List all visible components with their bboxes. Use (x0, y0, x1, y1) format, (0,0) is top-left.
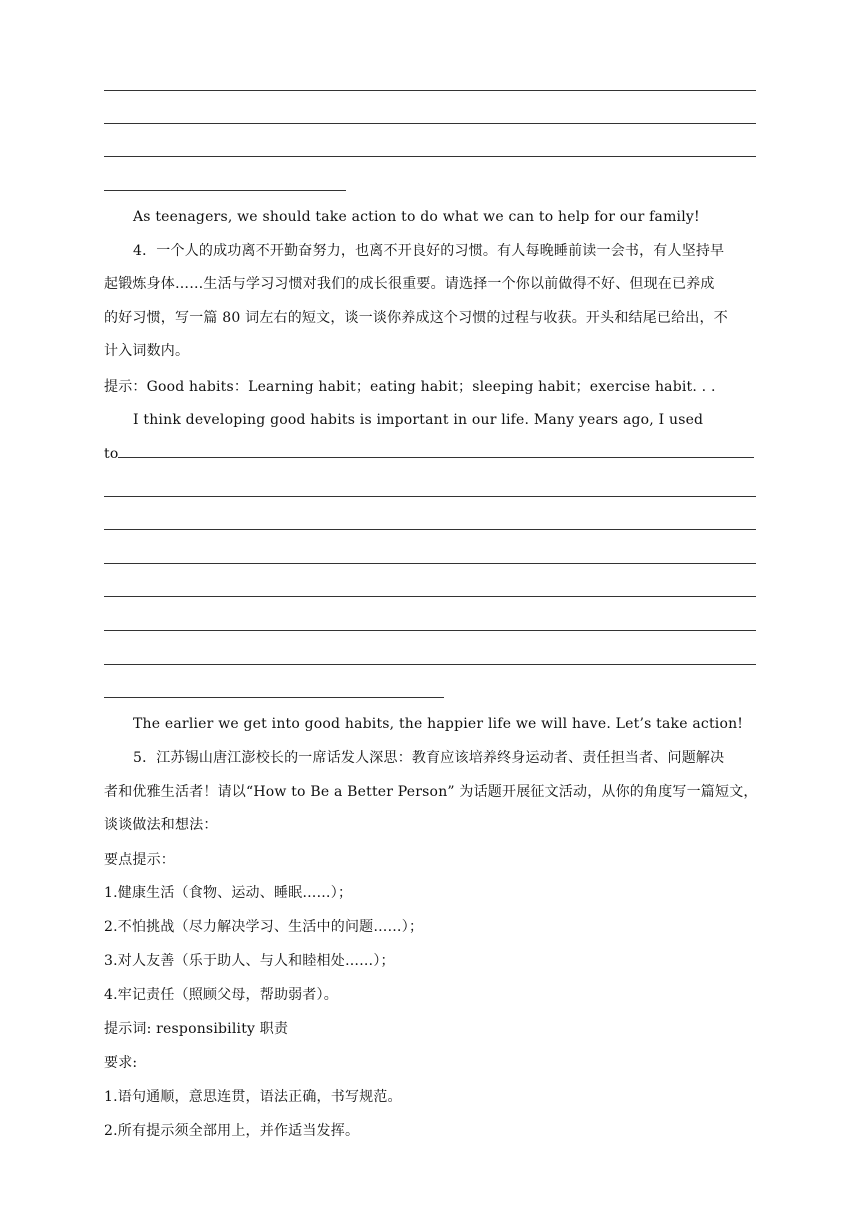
answer-line (104, 90, 756, 91)
point-item: 2.不怕挑战（尽力解决学习、生活中的问题……）； (104, 919, 424, 935)
point-item: 4.牢记责任（照顾父母，帮助弱者）。 (104, 987, 338, 1003)
question-5-line-1: 5．江苏锡山唐江澎校长的一席话发人深思：教育应该培养终身运动者、责任担当者、问题解决 (133, 750, 725, 766)
answer-line (104, 563, 756, 564)
point-item: 1.健康生活（食物、运动、睡眠……）； (104, 885, 353, 901)
question-4-line-1: 4．一个人的成功离不开勤奋努力，也离不开良好的习惯。有人每晚睡前读一会书，有人坚持早 (133, 243, 725, 259)
section3-closing-sentence: As teenagers, we should take action to do what we can to help for our family! (133, 209, 700, 225)
answer-line-short (104, 190, 346, 191)
answer-line (104, 596, 756, 597)
question-4-line-4: 计入词数内。 (104, 343, 190, 359)
question-4-line-3: 的好习惯，写一篇 80 词左右的短文，谈一谈你养成这个习惯的过程与收获。开头和结尾已给出，不 (104, 310, 728, 326)
question-4-line-2: 起锻炼身体……生活与学习习惯对我们的成长很重要。请选择一个你以前做得不好、但现在已养成 (104, 276, 715, 292)
answer-line (104, 496, 756, 497)
question-4-opening-continued (104, 444, 756, 464)
answer-line (104, 156, 756, 157)
question-4-hint: 提示：Good habits：Learning habit；eating habit；sleeping habit；exercise habit. . . (104, 379, 716, 395)
requirement-item: 1.语句通顺，意思连贯，语法正确，书写规范。 (104, 1089, 402, 1105)
answer-line (118, 444, 754, 458)
requirement-item: 2.所有提示须全部用上，并作适当发挥。 (104, 1123, 360, 1139)
question-4-opening: I think developing good habits is important in our life. Many years ago, I used (133, 412, 704, 428)
keyword-hint: 提示词: responsibility 职责 (104, 1021, 289, 1037)
points-title: 要点提示： (104, 852, 175, 868)
answer-line (104, 630, 756, 631)
question-5-line-3: 谈谈做法和想法： (104, 817, 218, 833)
answer-line (104, 123, 756, 124)
question-4-closing: The earlier we get into good habits, the happier life we will have. Let’s take action! (133, 716, 744, 732)
opening-word-to: to (104, 446, 119, 462)
point-item: 3.对人友善（乐于助人、与人和睦相处……）； (104, 953, 395, 969)
question-5-line-2: 者和优雅生活者！请以“How to Be a Better Person” 为话题开展征文活动，从你的角度写一篇短文， (104, 784, 758, 800)
answer-line-short (104, 697, 444, 698)
requirements-title: 要求: (104, 1055, 138, 1071)
answer-line (104, 529, 756, 530)
answer-line (104, 664, 756, 665)
